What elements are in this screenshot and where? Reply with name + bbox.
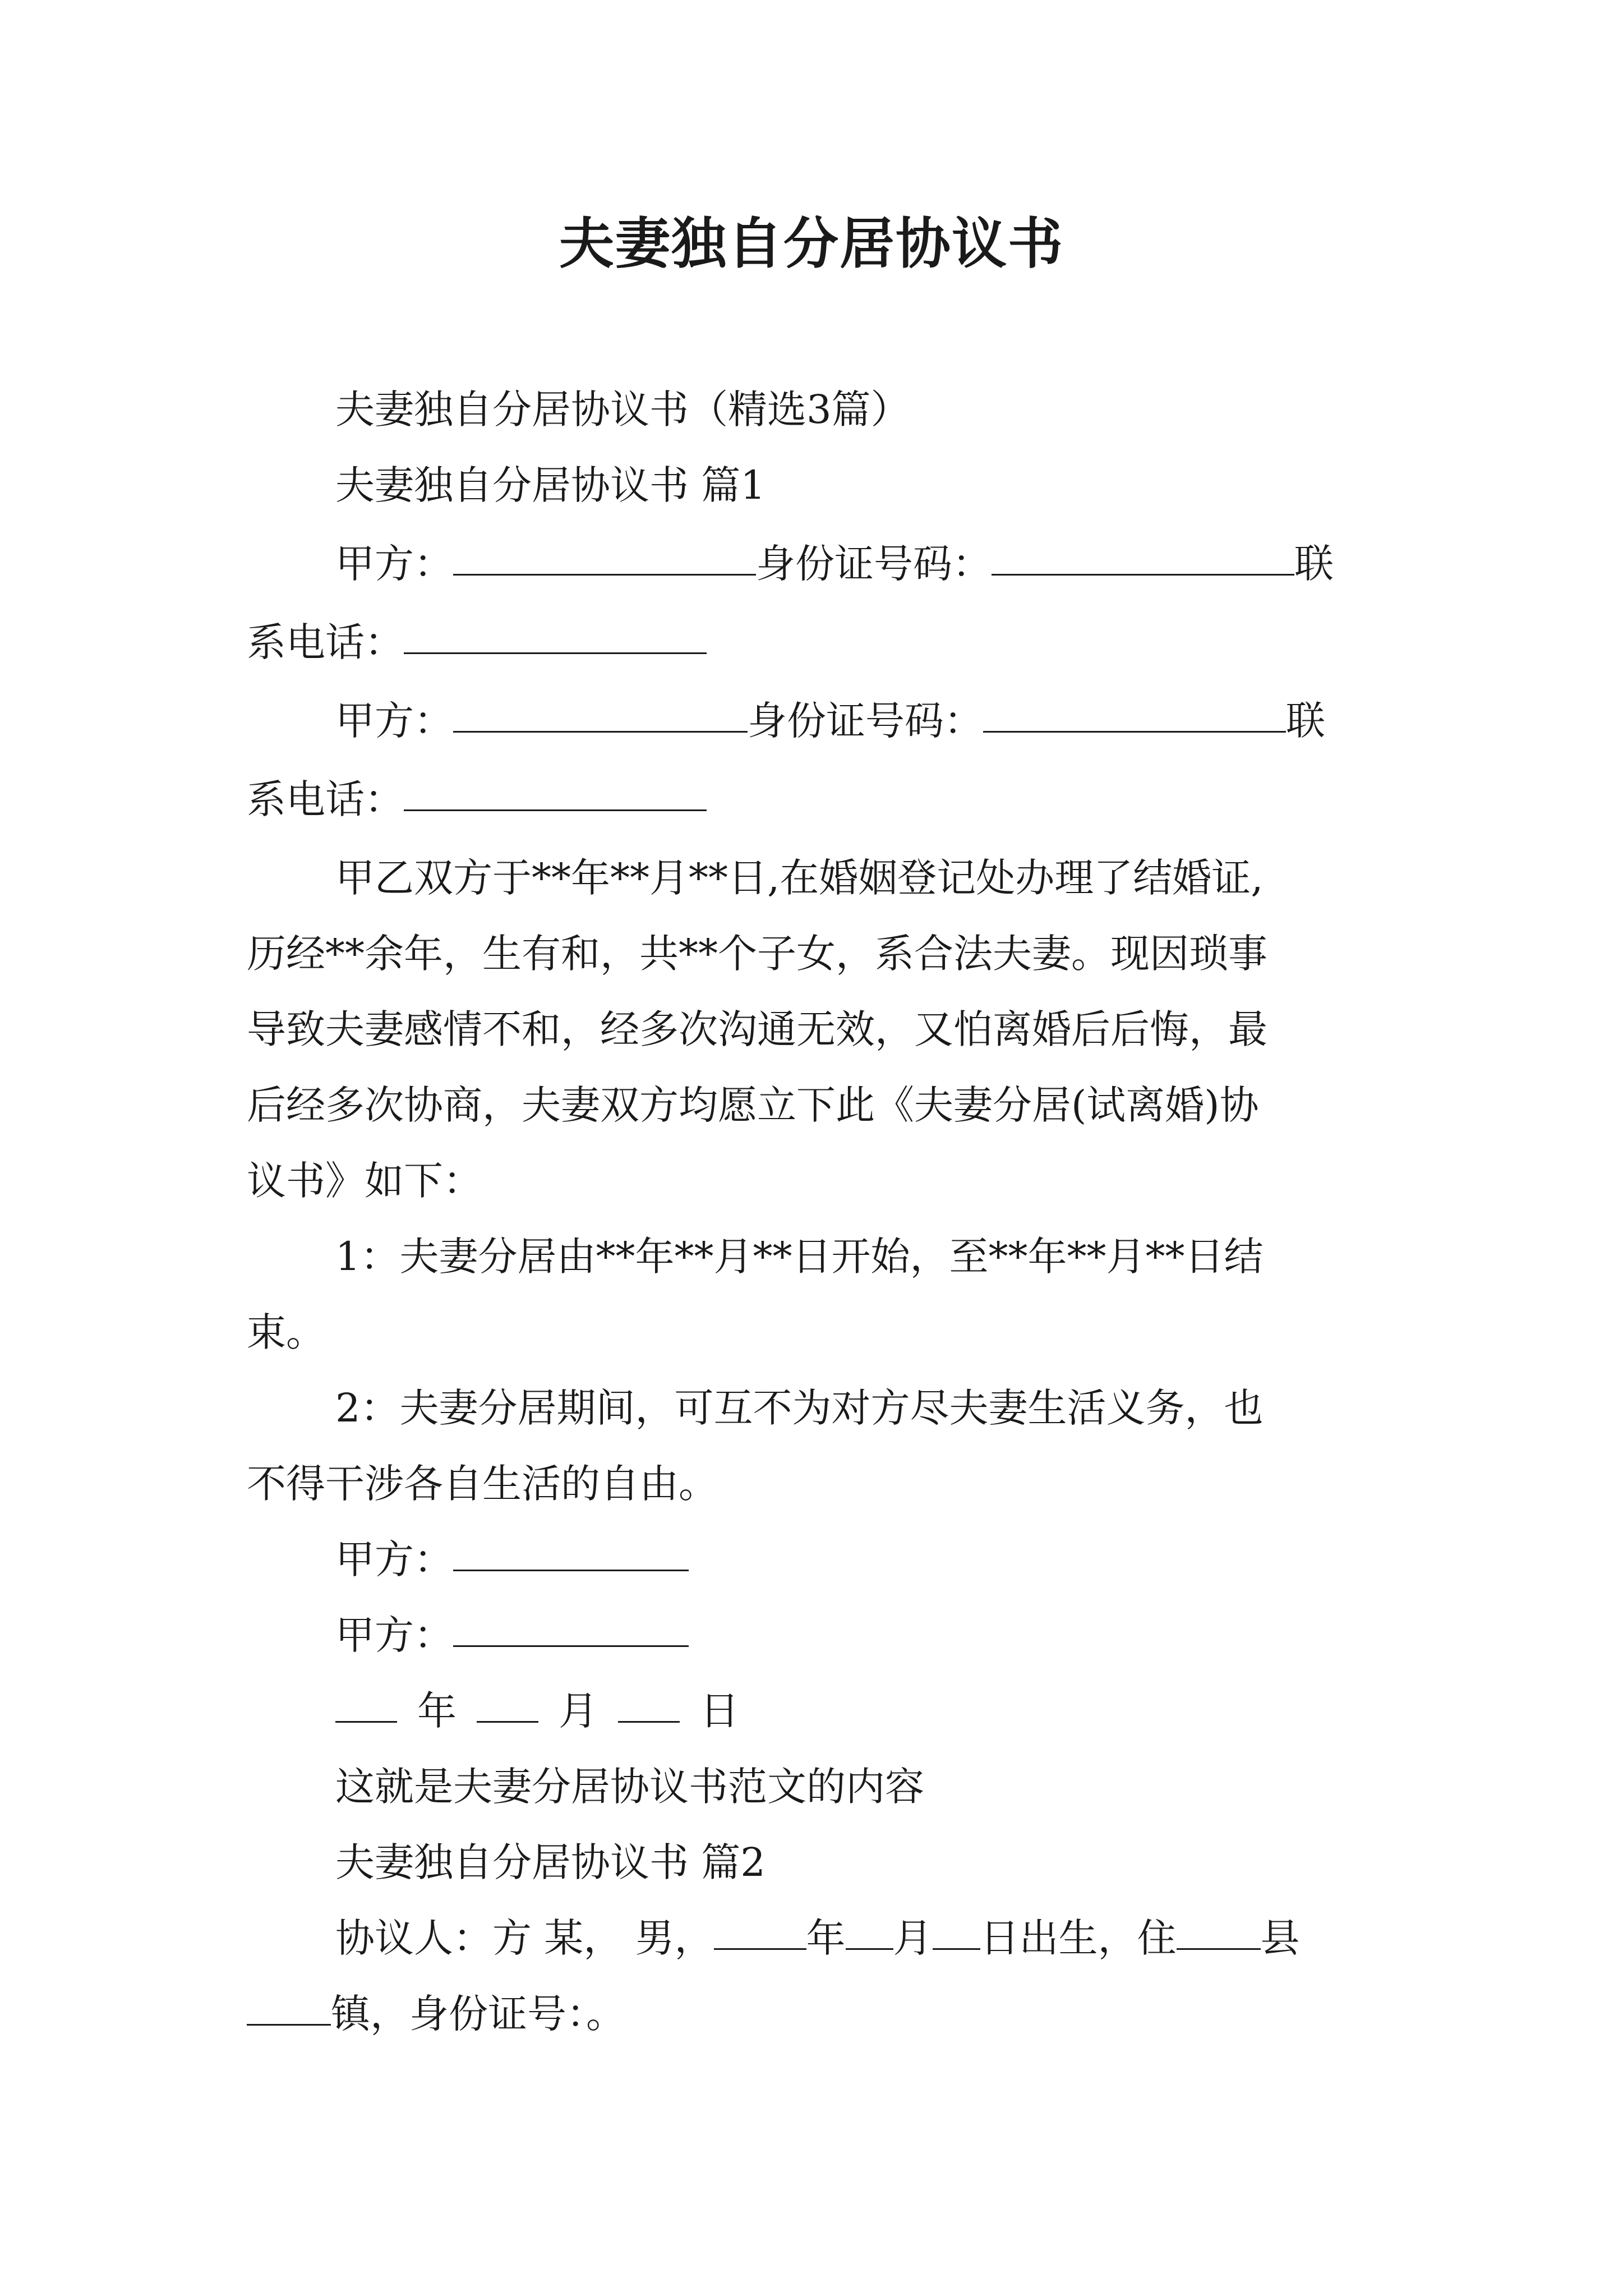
signature-blank [453,1526,689,1571]
agreement-party-line [335,1904,1300,1972]
county-blank [1177,1904,1261,1950]
id-label: 镇，身份证号：。 [331,1991,625,2037]
party2-phone-label-b: 系电话： [247,776,404,822]
party2-phone-blank [404,766,707,811]
clause2-line: 2：夫妻分居期间，可互不为对方尽夫妻生活义务，也 [335,1385,1264,1431]
clause1-line: 1：夫妻分居由**年**月**日开始，至**年**月**日结 [335,1234,1264,1280]
party2-id-blank [983,687,1286,733]
paragraph-line: 甲乙双方于**年**月**日,在婚姻登记处办理了结婚证, [335,855,1264,901]
paragraph-line: 导致夫妻感情不和，经多次沟通无效，又怕离婚后后悔，最 [247,1006,1267,1052]
birth-day-label: 日出生，住 [980,1915,1177,1961]
month-label: 月 [559,1688,598,1734]
month-blank [477,1677,538,1723]
birth-year-blank [714,1904,806,1950]
birth-month-blank [846,1904,893,1950]
party1-phone-label-a: 联 [1294,541,1334,587]
party1-label: 甲方： [335,541,453,587]
date-line [335,1677,739,1745]
party2-label: 甲方： [335,698,453,744]
signature-label: 甲方： [335,1536,453,1582]
section1-heading: 夫妻独自分居协议书 篇1 [335,462,766,508]
clause2-line: 不得干涉各自生活的自由。 [247,1461,718,1507]
party2-line [335,687,1325,754]
party1-name-blank [453,530,756,576]
clause1-line: 束。 [247,1309,325,1355]
party1-phone-line [247,609,707,676]
signature-line-2 [335,1602,689,1669]
town-blank [247,1980,331,2026]
section2-heading: 夫妻独自分居协议书 篇2 [335,1839,766,1885]
party2-name-blank [453,687,748,733]
day-label: 日 [700,1688,739,1734]
party1-id-label: 身份证号码： [756,541,992,587]
party2-phone-line [247,766,707,833]
birth-month-label: 月 [893,1915,933,1961]
signature-blank [453,1602,689,1647]
subtitle: 夫妻独自分居协议书（精选3篇） [335,386,910,432]
paragraph-line: 议书》如下： [247,1158,482,1204]
document-title: 夫妻独自分居协议书 [559,212,1064,276]
year-label: 年 [417,1688,457,1734]
party1-phone-blank [404,609,707,654]
party1-line [335,530,1334,597]
agreement-address-line [247,1980,625,2047]
party-info: 协议人：方 某， 男， [335,1915,714,1961]
signature-line-1 [335,1526,689,1593]
birth-year-label: 年 [806,1915,846,1961]
party2-phone-label-a: 联 [1286,698,1325,744]
closing-line: 这就是夫妻分居协议书范文的内容 [335,1764,924,1810]
birth-day-blank [933,1904,980,1950]
party2-id-label: 身份证号码： [748,698,983,744]
paragraph-line: 后经多次协商，夫妻双方均愿立下此《夫妻分居(试离婚)协 [247,1082,1259,1128]
party1-id-blank [992,530,1294,576]
day-blank [618,1677,680,1723]
signature-label: 甲方： [335,1612,453,1658]
paragraph-line: 历经**余年，生有和，共**个子女，系合法夫妻。现因琐事 [247,931,1267,977]
county-label: 县 [1260,1915,1300,1961]
party1-phone-label-b: 系电话： [247,619,404,665]
year-blank [335,1677,397,1723]
